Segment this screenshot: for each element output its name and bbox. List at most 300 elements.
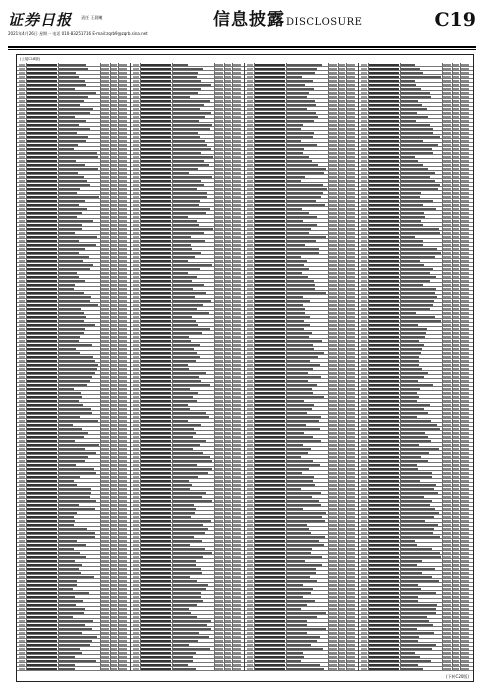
table-cell: [443, 284, 451, 286]
table-cell: [225, 104, 231, 106]
table-cell: [233, 204, 241, 206]
table-cell: [27, 92, 57, 94]
table-cell: [255, 668, 285, 670]
table-cell: [401, 560, 422, 562]
table-cell: [19, 300, 25, 302]
table-cell: [443, 492, 451, 494]
table-cell: [247, 228, 253, 230]
table-cell: [369, 640, 399, 642]
table-cell: [233, 520, 241, 522]
table-cell: [401, 632, 434, 634]
table-cell: [133, 140, 139, 142]
table-cell: [453, 104, 459, 106]
table-cell: [233, 388, 241, 390]
table-cell: [19, 108, 25, 110]
table-cell: [233, 600, 241, 602]
table-cell: [101, 420, 109, 422]
table-cell: [119, 400, 127, 402]
table-cell: [287, 284, 315, 286]
table-cell: [339, 588, 345, 590]
table-cell: [247, 392, 253, 394]
table-cell: [141, 508, 171, 510]
table-cell: [369, 216, 399, 218]
table-cell: [59, 200, 85, 202]
table-cell: [19, 520, 25, 522]
table-cell: [27, 172, 57, 174]
table-cell: [215, 232, 223, 234]
table-cell: [339, 184, 345, 186]
table-cell: [59, 292, 84, 294]
table-cell: [329, 508, 337, 510]
table-cell: [255, 380, 285, 382]
table-cell: [27, 436, 57, 438]
table-cell: [453, 228, 459, 230]
table-cell: [347, 376, 355, 378]
table-cell: [19, 320, 25, 322]
table-cell: [453, 640, 459, 642]
table-cell: [461, 428, 469, 430]
table-cell: [369, 636, 399, 638]
table-cell: [247, 316, 253, 318]
table-cell: [461, 200, 469, 202]
table-cell: [369, 592, 399, 594]
table-cell: [247, 152, 253, 154]
table-cell: [19, 168, 25, 170]
table-cell: [247, 84, 253, 86]
table-cell: [59, 588, 73, 590]
table-cell: [19, 276, 25, 278]
table-cell: [461, 332, 469, 334]
table-cell: [233, 164, 241, 166]
table-cell: [369, 340, 399, 342]
table-cell: [255, 508, 285, 510]
table-cell: [401, 264, 424, 266]
table-cell: [225, 128, 231, 130]
table-cell: [401, 480, 420, 482]
table-cell: [329, 132, 337, 134]
table-cell: [119, 92, 127, 94]
table-cell: [141, 336, 171, 338]
table-cell: [255, 552, 285, 554]
table-cell: [255, 104, 285, 106]
table-cell: [225, 520, 231, 522]
table-cell: [369, 296, 399, 298]
table-cell: [111, 68, 117, 70]
table-cell: [111, 224, 117, 226]
table-cell: [215, 372, 223, 374]
editor-credit: 责任 王晨曦: [81, 15, 103, 20]
table-cell: [461, 312, 469, 314]
table-cell: [347, 388, 355, 390]
table-cell: [287, 408, 312, 410]
table-cell: [369, 344, 399, 346]
table-cell: [329, 468, 337, 470]
table-cell: [339, 180, 345, 182]
table-cell: [361, 444, 367, 446]
table-cell: [339, 144, 345, 146]
table-cell: [453, 476, 459, 478]
table-cell: [339, 152, 345, 154]
table-cell: [453, 236, 459, 238]
table-cell: [453, 288, 459, 290]
table-cell: [287, 148, 304, 150]
table-cell: [19, 576, 25, 578]
table-cell: [141, 244, 171, 246]
table-cell: [215, 456, 223, 458]
table-cell: [401, 80, 415, 82]
table-cell: [27, 320, 57, 322]
table-cell: [59, 152, 97, 154]
table-cell: [453, 620, 459, 622]
table-cell: [443, 188, 451, 190]
table-cell: [401, 256, 435, 258]
table-cell: [133, 288, 139, 290]
table-cell: [111, 136, 117, 138]
table-cell: [369, 232, 399, 234]
table-cell: [119, 456, 127, 458]
table-cell: [329, 512, 337, 514]
table-cell: [111, 596, 117, 598]
table-cell: [173, 544, 190, 546]
table-cell: [329, 400, 337, 402]
table-cell: [119, 472, 127, 474]
table-cell: [111, 212, 117, 214]
table-cell: [255, 480, 285, 482]
table-cell: [361, 136, 367, 138]
table-cell: [255, 156, 285, 158]
table-cell: [101, 428, 109, 430]
table-cell: [443, 440, 451, 442]
table-cell: [255, 656, 285, 658]
table-cell: [347, 152, 355, 154]
table-cell: [233, 556, 241, 558]
table-cell: [233, 604, 241, 606]
table-cell: [111, 440, 117, 442]
table-cell: [119, 508, 127, 510]
table-cell: [173, 484, 192, 486]
table-cell: [173, 344, 200, 346]
table-cell: [119, 652, 127, 654]
table-cell: [339, 128, 345, 130]
table-cell: [361, 108, 367, 110]
table-cell: [101, 284, 109, 286]
table-cell: [233, 304, 241, 306]
table-continued-from: (上接C18版): [20, 57, 41, 61]
table-cell: [339, 200, 345, 202]
table-cell: [443, 184, 451, 186]
table-cell: [59, 396, 82, 398]
table-cell: [215, 192, 223, 194]
table-cell: [173, 568, 201, 570]
table-cell: [339, 164, 345, 166]
table-cell: [255, 316, 285, 318]
table-cell: [215, 556, 223, 558]
table-cell: [361, 396, 367, 398]
table-cell: [461, 276, 469, 278]
table-cell: [461, 64, 469, 66]
table-cell: [59, 564, 82, 566]
table-cell: [225, 352, 231, 354]
table-cell: [225, 588, 231, 590]
table-cell: [111, 168, 117, 170]
table-cell: [119, 460, 127, 462]
table-cell: [443, 312, 451, 314]
table-cell: [233, 212, 241, 214]
table-cell: [111, 244, 117, 246]
table-cell: [453, 68, 459, 70]
table-cell: [101, 648, 109, 650]
table-cell: [233, 448, 241, 450]
table-cell: [119, 124, 127, 126]
table-cell: [401, 100, 418, 102]
table-cell: [453, 608, 459, 610]
table-cell: [173, 424, 201, 426]
table-cell: [173, 288, 193, 290]
table-cell: [111, 504, 117, 506]
table-cell: [347, 428, 355, 430]
table-cell: [361, 572, 367, 574]
table-cell: [225, 484, 231, 486]
table-cell: [119, 396, 127, 398]
table-cell: [461, 216, 469, 218]
table-cell: [133, 84, 139, 86]
table-cell: [453, 388, 459, 390]
table-cell: [329, 616, 337, 618]
table-cell: [369, 164, 399, 166]
table-cell: [361, 76, 367, 78]
table-cell: [255, 604, 285, 606]
table-cell: [19, 384, 25, 386]
table-cell: [369, 68, 399, 70]
table-cell: [361, 64, 367, 66]
table-cell: [27, 124, 57, 126]
table-cell: [369, 560, 399, 562]
table-cell: [453, 520, 459, 522]
table-cell: [133, 268, 139, 270]
table-cell: [339, 496, 345, 498]
table-cell: [401, 360, 419, 362]
table-cell: [453, 64, 459, 66]
table-cell: [119, 340, 127, 342]
table-cell: [461, 196, 469, 198]
table-cell: [111, 380, 117, 382]
table-cell: [141, 144, 171, 146]
table-cell: [453, 604, 459, 606]
table-cell: [233, 628, 241, 630]
table-cell: [27, 332, 57, 334]
table-cell: [141, 124, 171, 126]
table-cell: [59, 408, 91, 410]
table-cell: [401, 620, 429, 622]
table-cell: [329, 84, 337, 86]
table-cell: [461, 592, 469, 594]
table-cell: [255, 248, 285, 250]
table-cell: [225, 112, 231, 114]
table-cell: [101, 472, 109, 474]
table-cell: [443, 256, 451, 258]
table-cell: [453, 160, 459, 162]
table-cell: [101, 380, 109, 382]
table-cell: [361, 580, 367, 582]
table-cell: [225, 576, 231, 578]
table-cell: [133, 356, 139, 358]
table-cell: [453, 652, 459, 654]
table-cell: [339, 612, 345, 614]
table-cell: [119, 432, 127, 434]
table-cell: [19, 296, 25, 298]
table-cell: [401, 228, 439, 230]
table-cell: [119, 408, 127, 410]
table-cell: [119, 436, 127, 438]
table-cell: [225, 572, 231, 574]
table-cell: [173, 216, 188, 218]
table-cell: [329, 608, 337, 610]
table-cell: [347, 140, 355, 142]
table-cell: [255, 356, 285, 358]
table-cell: [173, 112, 211, 114]
table-cell: [443, 204, 451, 206]
table-cell: [59, 168, 98, 170]
table-cell: [233, 356, 241, 358]
table-cell: [443, 532, 451, 534]
table-cell: [347, 252, 355, 254]
table-cell: [111, 392, 117, 394]
table-cell: [287, 212, 309, 214]
table-cell: [59, 296, 91, 298]
table-cell: [119, 160, 127, 162]
table-cell: [461, 564, 469, 566]
table-cell: [369, 552, 399, 554]
table-cell: [101, 88, 109, 90]
table-cell: [329, 92, 337, 94]
table-cell: [233, 144, 241, 146]
table-cell: [59, 416, 80, 418]
table-cell: [339, 516, 345, 518]
table-cell: [339, 480, 345, 482]
table-cell: [361, 140, 367, 142]
table-cell: [141, 436, 171, 438]
table-cell: [247, 132, 253, 134]
table-cell: [369, 524, 399, 526]
table-cell: [233, 576, 241, 578]
table-cell: [111, 324, 117, 326]
table-cell: [59, 444, 99, 446]
table-cell: [215, 96, 223, 98]
table-cell: [133, 308, 139, 310]
table-cell: [133, 96, 139, 98]
table-cell: [401, 220, 421, 222]
table-cell: [339, 88, 345, 90]
table-cell: [173, 648, 210, 650]
table-cell: [339, 400, 345, 402]
table-cell: [461, 140, 469, 142]
table-cell: [329, 72, 337, 74]
table-cell: [173, 592, 201, 594]
table-cell: [111, 204, 117, 206]
table-cell: [369, 576, 399, 578]
table-cell: [141, 444, 171, 446]
table-cell: [247, 220, 253, 222]
table-cell: [443, 552, 451, 554]
table-cell: [453, 500, 459, 502]
table-cell: [347, 576, 355, 578]
table-cell: [215, 392, 223, 394]
table-cell: [225, 532, 231, 534]
table-cell: [255, 504, 285, 506]
table-cell: [233, 480, 241, 482]
table-cell: [173, 396, 193, 398]
table-cell: [19, 112, 25, 114]
table-cell: [443, 156, 451, 158]
table-cell: [119, 116, 127, 118]
table-cell: [247, 260, 253, 262]
table-cell: [287, 144, 317, 146]
table-cell: [443, 288, 451, 290]
table-cell: [339, 508, 345, 510]
table-cell: [19, 196, 25, 198]
table-cell: [401, 460, 428, 462]
table-cell: [247, 656, 253, 658]
table-cell: [19, 560, 25, 562]
table-cell: [119, 552, 127, 554]
table-cell: [443, 388, 451, 390]
table-cell: [141, 292, 171, 294]
table-cell: [369, 444, 399, 446]
table-cell: [347, 544, 355, 546]
table-cell: [453, 472, 459, 474]
table-cell: [19, 148, 25, 150]
table-cell: [369, 392, 399, 394]
table-cell: [59, 464, 76, 466]
table-cell: [453, 600, 459, 602]
table-cell: [27, 500, 57, 502]
table-cell: [101, 156, 109, 158]
table-cell: [111, 420, 117, 422]
table-cell: [111, 644, 117, 646]
table-cell: [27, 408, 57, 410]
table-cell: [215, 444, 223, 446]
table-cell: [255, 204, 285, 206]
table-cell: [225, 164, 231, 166]
table-cell: [255, 428, 285, 430]
table-cell: [133, 200, 139, 202]
table-cell: [361, 184, 367, 186]
table-cell: [453, 76, 459, 78]
table-cell: [19, 352, 25, 354]
table-cell: [255, 384, 285, 386]
table-cell: [119, 176, 127, 178]
table-cell: [141, 80, 171, 82]
table-cell: [133, 192, 139, 194]
table-cell: [453, 424, 459, 426]
table-cell: [361, 392, 367, 394]
table-cell: [255, 132, 285, 134]
table-cell: [339, 472, 345, 474]
table-cell: [287, 160, 312, 162]
table-cell: [361, 92, 367, 94]
table-cell: [173, 180, 201, 182]
table-cell: [401, 252, 441, 254]
table-cell: [369, 396, 399, 398]
table-cell: [369, 356, 399, 358]
table-cell: [27, 128, 57, 130]
table-cell: [443, 360, 451, 362]
table-cell: [111, 580, 117, 582]
table-cell: [453, 320, 459, 322]
table-cell: [59, 300, 90, 302]
table-cell: [27, 136, 57, 138]
table-cell: [19, 92, 25, 94]
